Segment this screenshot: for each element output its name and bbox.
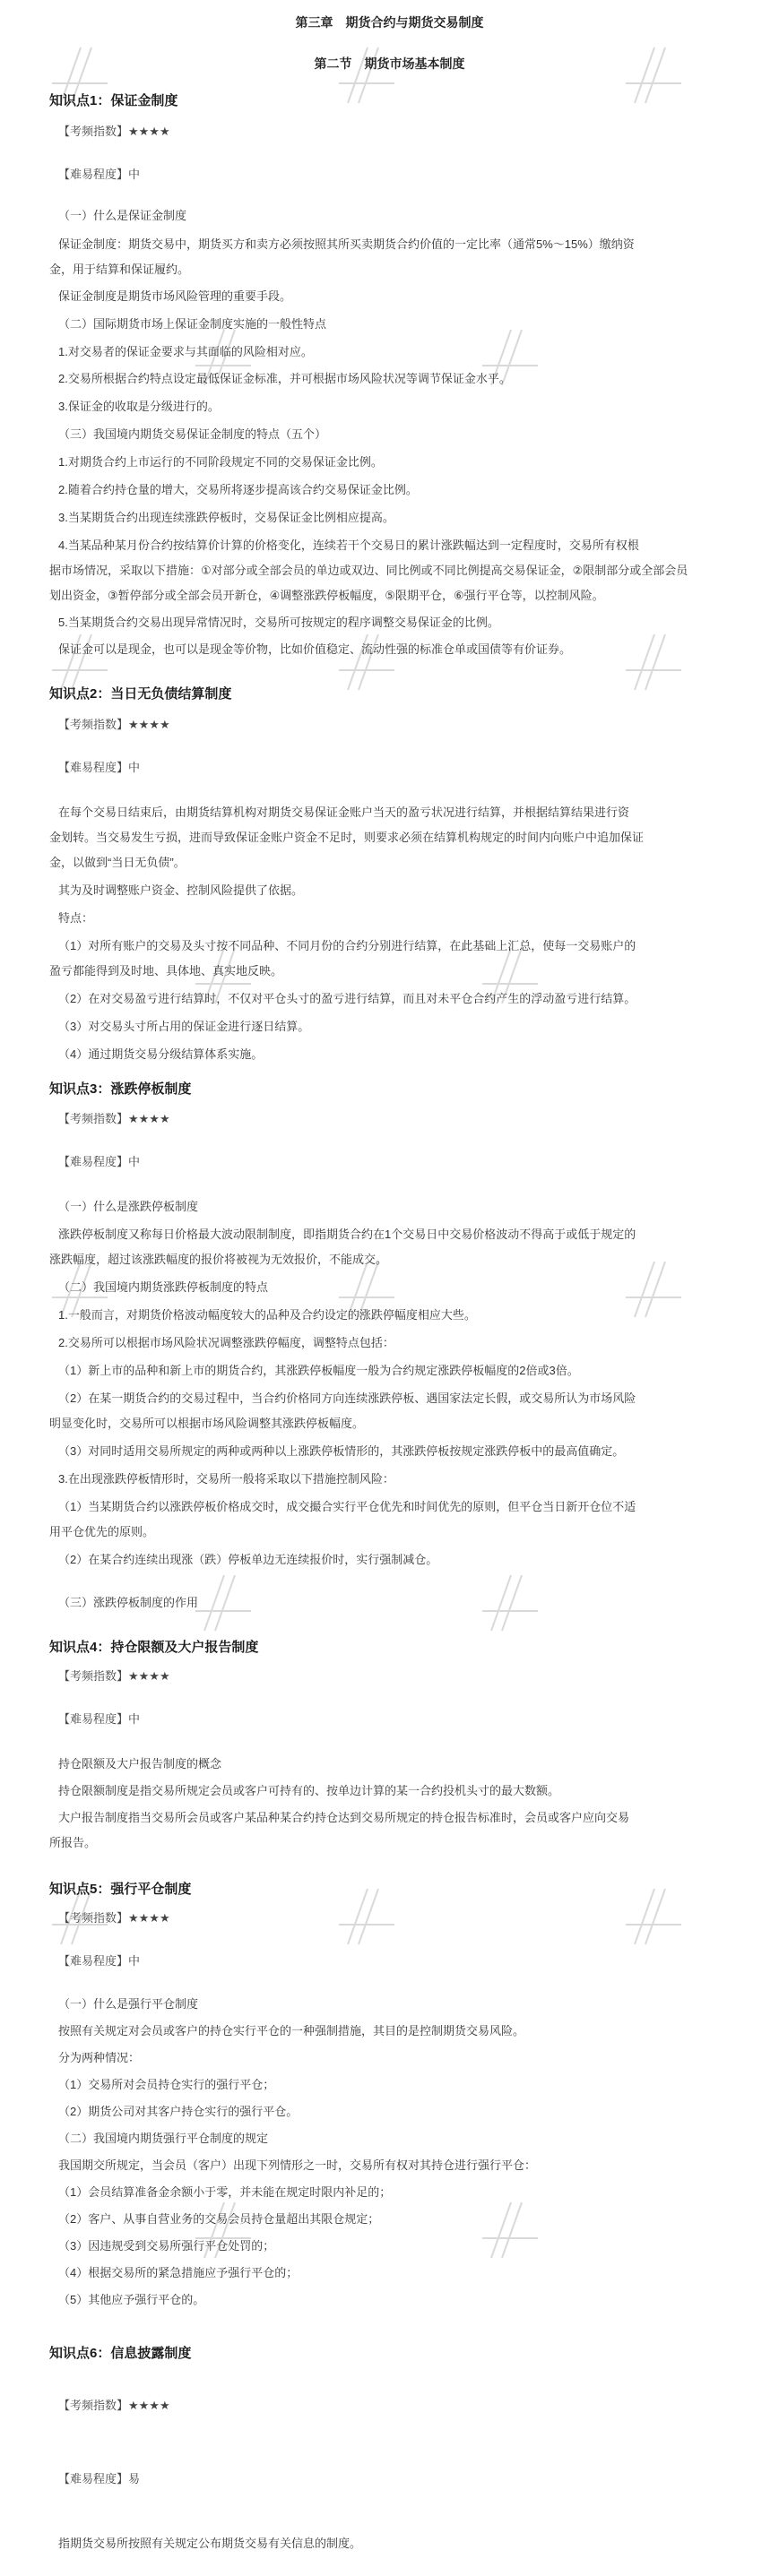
kp2-p6: （3）对交易头寸所占用的保证金进行逐日结算。 [58, 1020, 310, 1033]
kp5-p4: （1）交易所对会员持仓实行的强行平仓； [58, 2078, 275, 2091]
kp2-p1c: 金，以做到“当日无负债”。 [49, 856, 186, 869]
kp5-exam-index: 【考频指数】★★★★ [58, 1911, 170, 1925]
kp1-exam-index: 【考频指数】★★★★ [58, 125, 170, 138]
kp2-p5: （2）在对交易盈亏进行结算时，不仅对平仓头寸的盈亏进行结算，而且对未平仓合约产生的浮动盈亏进行结算。 [58, 992, 636, 1005]
watermark-icon [188, 2195, 260, 2267]
kp5-p12: （5）其他应予强行平仓的。 [58, 2293, 205, 2306]
kp3-p6: （1）新上市的品种和新上市的期货合约，其涨跌停板幅度一般为合约规定涨跌停板幅度的2倍或3倍。 [58, 1364, 579, 1377]
kp3-p11: （2）在某合约连续出现涨（跌）停板单边无连续报价时，实行强制减仓。 [58, 1553, 438, 1566]
kp5-p7: 我国期交所规定，当会员（客户）出现下列情形之一时，交易所有权对其持仓进行强行平仓： [58, 2158, 537, 2172]
kp1-p1: （一）什么是保证金制度 [58, 209, 187, 222]
kp3-p10a: （1）当某期货合约以涨跌停板价格成交时，成交撮合实行平仓优先和时间优先的原则，但平仓当日新开仓位不适 [58, 1500, 636, 1513]
kp2-difficulty: 【难易程度】中 [58, 761, 141, 774]
kp1-p8: （三）我国境内期货交易保证金制度的特点（五个） [58, 427, 327, 441]
kp6-title: 知识点6：信息披露制度 [49, 2346, 192, 2361]
kp3-p7a: （2）在某一期货合约的交易过程中，当合约价格同方向连续涨跌停板、遇国家法定长假，或交易所认为市场风险 [58, 1391, 636, 1405]
kp6-exam-index: 【考频指数】★★★★ [58, 2399, 170, 2412]
kp5-p2: 按照有关规定对会员或客户的持仓实行平仓的一种强制措施，其目的是控制期货交易风险。 [58, 2024, 525, 2038]
kp1-p11: 3.当某期货合约出现连续涨跌停板时，交易保证金比例相应提高。 [58, 511, 394, 524]
kp6-p1: 指期货交易所按照有关规定公布期货交易有关信息的制度。 [58, 2537, 362, 2550]
kp4-p3b: 所报告。 [49, 1836, 97, 1849]
kp5-difficulty: 【难易程度】中 [58, 1954, 141, 1968]
kp1-p14: 保证金可以是现金，也可以是现金等价物，比如价值稳定、流动性强的标准仓单或国债等有价证券。 [58, 642, 572, 656]
kp3-p10b: 用平仓优先的原则。 [49, 1525, 155, 1538]
kp1-p4: （二）国际期货市场上保证金制度实施的一般性特点 [58, 317, 327, 331]
kp1-p12c: 划出资金，③暂停部分或全部会员开新仓，④调整涨跌停板幅度，⑤限期平仓，⑥强行平仓等，以控制风险。 [49, 589, 604, 602]
kp4-difficulty: 【难易程度】中 [58, 1712, 141, 1726]
kp3-p12: （三）涨跌停板制度的作用 [58, 1596, 199, 1609]
kp2-p4b: 盈亏都能得到及时地、具体地、真实地反映。 [49, 964, 283, 978]
kp5-p11: （4）根据交易所的紧急措施应予强行平仓的； [58, 2266, 299, 2279]
kp3-difficulty: 【难易程度】中 [58, 1155, 141, 1168]
kp5-title: 知识点5：强行平仓制度 [49, 1882, 192, 1897]
kp3-title: 知识点3：涨跌停板制度 [49, 1081, 192, 1097]
kp3-p5: 2.交易所可以根据市场风险状况调整涨跌停幅度，调整特点包括： [58, 1336, 394, 1349]
kp4-p1: 持仓限额及大户报告制度的概念 [58, 1757, 222, 1770]
kp4-p3a: 大户报告制度指当交易所会员或客户某品种某合约持仓达到交易所规定的持仓报告标准时，会员或客户应向交易 [58, 1811, 630, 1824]
kp3-p7b: 明显变化时，交易所可以根据市场风险调整其涨跌停板幅度。 [49, 1417, 365, 1430]
kp3-p9: 3.在出现涨跌停板情形时，交易所一般将采取以下措施控制风险： [58, 1472, 394, 1486]
kp6-difficulty: 【难易程度】易 [58, 2472, 141, 2486]
kp2-exam-index: 【考频指数】★★★★ [58, 718, 170, 731]
kp5-p8: （1）会员结算准备金余额小于零，并未能在规定时限内补足的； [58, 2185, 392, 2199]
kp2-title: 知识点2：当日无负债结算制度 [49, 686, 232, 702]
kp5-p9: （2）客户、从事自营业务的交易会员持仓量超出其限仓规定； [58, 2212, 380, 2226]
kp1-p12a: 4.当某品种某月份合约按结算价计算的价格变化，连续若干个交易日的累计涨跌幅达到一定程度时，交易所有权根 [58, 538, 639, 552]
kp1-p5: 1.对交易者的保证金要求与其面临的风险相对应。 [58, 345, 313, 358]
kp5-p6: （二）我国境内期货强行平仓制度的规定 [58, 2132, 269, 2145]
kp4-title: 知识点4：持仓限额及大户报告制度 [49, 1640, 259, 1655]
kp1-p13: 5.当某期货合约交易出现异常情况时，交易所可按规定的程序调整交易保证金的比例。 [58, 616, 499, 629]
kp2-p1b: 金划转。当交易发生亏损，进而导致保证金账户资金不足时，则要求必须在结算机构规定的时间内向账户中追加保证 [49, 831, 645, 844]
kp3-p2a: 涨跌停板制度又称每日价格最大波动限制制度，即指期货合约在1个交易日中交易价格波动不得高于或低于规定的 [58, 1228, 636, 1241]
kp1-p10: 2.随着合约持仓量的增大，交易所将逐步提高该合约交易保证金比例。 [58, 483, 418, 496]
kp2-p7: （4）通过期货交易分级结算体系实施。 [58, 1047, 264, 1061]
watermark-icon [475, 2195, 547, 2267]
kp3-p2b: 涨跌幅度，超过该涨跌幅度的报价将被视为无效报价，不能成交。 [49, 1253, 388, 1266]
kp5-p10: （3）因违规受到交易所强行平仓处罚的； [58, 2239, 275, 2253]
kp2-p2: 其为及时调整账户资金、控制风险提供了依据。 [58, 883, 304, 897]
kp3-p3: （二）我国境内期货涨跌停板制度的特点 [58, 1280, 269, 1294]
kp1-p7: 3.保证金的收取是分级进行的。 [58, 400, 220, 413]
kp2-p1a: 在每个交易日结束后，由期货结算机构对期货交易保证金账户当天的盈亏状况进行结算，并根据结算结果进行资 [58, 806, 630, 819]
kp5-p3: 分为两种情况： [58, 2051, 141, 2064]
kp3-p1: （一）什么是涨跌停板制度 [58, 1200, 199, 1213]
kp2-p4a: （1）对所有账户的交易及头寸按不同品种、不同月份的合约分别进行结算，在此基础上汇总，使每一交易账户的 [58, 939, 636, 952]
kp1-p3: 保证金制度是期货市场风险管理的重要手段。 [58, 289, 292, 303]
kp5-p5: （2）期货公司对其客户持仓实行的强行平仓。 [58, 2105, 299, 2118]
kp1-p12b: 据市场情况，采取以下措施：①对部分或全部会员的单边或双边、同比例或不同比例提高交易保证金，②限制部分或全部会员 [49, 564, 688, 577]
kp3-p4: 1.一般而言，对期货价格波动幅度较大的品种及合约设定的涨跌停幅度相应大些。 [58, 1308, 476, 1322]
kp1-difficulty: 【难易程度】中 [58, 168, 141, 181]
kp3-p8: （3）对同时适用交易所规定的两种或两种以上涨跌停板情形的，其涨跌停板按规定涨跌停板中的最高值确定。 [58, 1444, 625, 1458]
kp3-exam-index: 【考频指数】★★★★ [58, 1112, 170, 1125]
kp1-p2b: 金，用于结算和保证履约。 [49, 263, 190, 276]
kp5-p1: （一）什么是强行平仓制度 [58, 1997, 199, 2011]
kp1-p6: 2.交易所根据合约特点设定最低保证金标准，并可根据市场风险状况等调节保证金水平。 [58, 372, 511, 385]
kp4-exam-index: 【考频指数】★★★★ [58, 1669, 170, 1683]
kp2-p3: 特点： [58, 911, 94, 925]
kp1-p9: 1.对期货合约上市运行的不同阶段规定不同的交易保证金比例。 [58, 455, 383, 469]
section-title: 第二节 期货市场基本制度 [314, 56, 465, 71]
kp1-title: 知识点1：保证金制度 [49, 93, 178, 108]
chapter-title: 第三章 期货合约与期货交易制度 [295, 15, 484, 30]
kp1-p2a: 保证金制度：期货交易中，期货买方和卖方必须按照其所买卖期货合约价值的一定比率（通常5%～15%）缴纳资 [58, 237, 635, 251]
kp4-p2: 持仓限额制度是指交易所规定会员或客户可持有的、按单边计算的某一合约投机头寸的最大数额。 [58, 1784, 560, 1797]
